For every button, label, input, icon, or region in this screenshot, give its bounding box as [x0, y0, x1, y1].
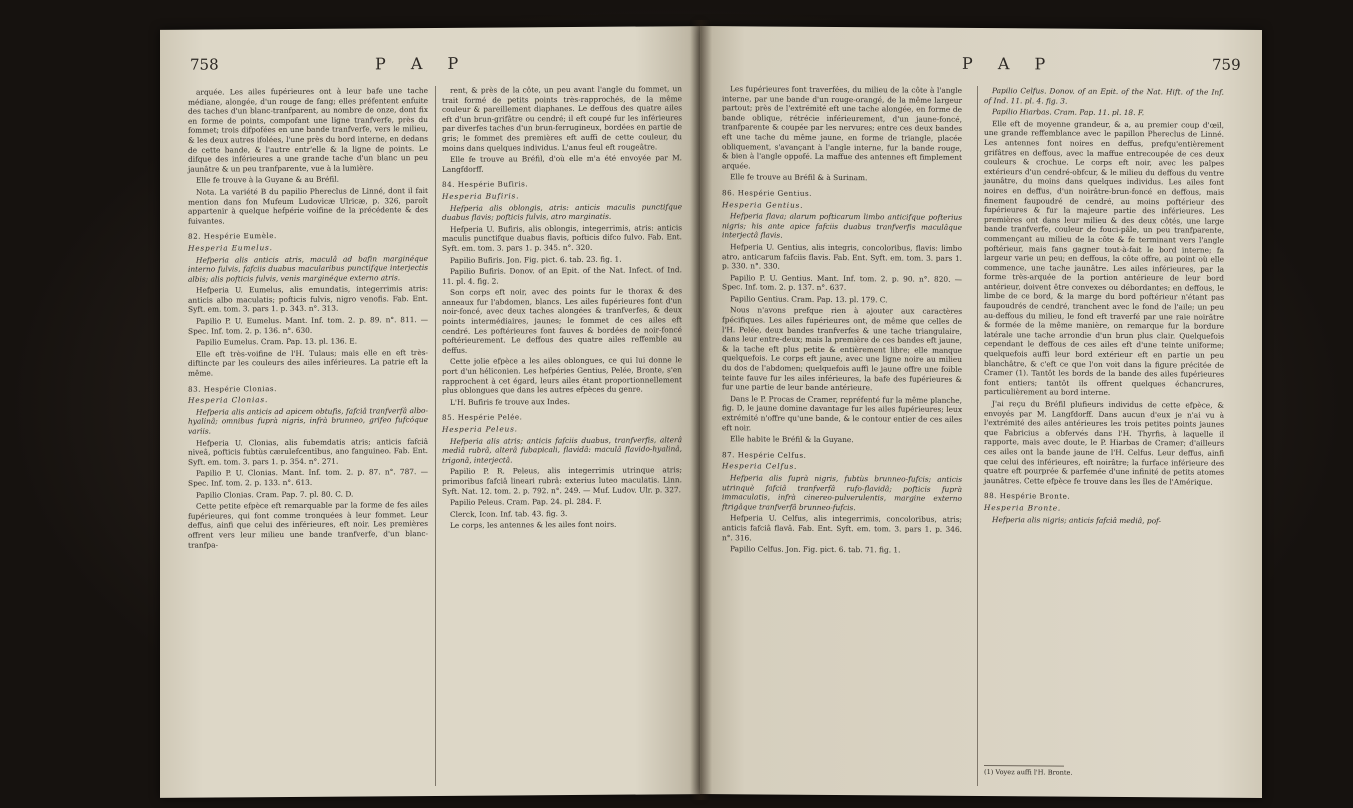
text-paragraph: Les fupérieures font traverfées, du milieu de la côte à l'angle interne, par une bande d'un rouge-orangé, de la même largeur partout; près de l'extrémité eft une tache alongée, en forme de bande oblique, rétrécie inférieurement, d'un jaune-foncé, tranfparente & coupée par les nervures; entre ces deux bandes eft une tache du même jaune, en forme de triangle, placée obliquement, s'avançant à l'angle interne, fur la bande rouge, & bien à l'angle oppofé. La maffue des antennes eft fimplement arquée.: [722, 84, 962, 171]
text-paragraph: Papilio P. U. Clonias. Mant. Inf. tom. 2. p. 87. n°. 787. — Spec. Inf. tom. 2. p. 133. n°. 613.: [188, 467, 428, 488]
species-heading: 85. Hespérie Pelée.: [442, 412, 523, 423]
text-paragraph: Hefperia U. Eumelus, alis emundatis, integerrimis atris: anticis albo maculatis; pofticis fulvis, nigro venofis. Fab. Ent. Syft. em. tom. 3. pars 1. p. 343. n°. 313.: [188, 284, 428, 315]
left-page-header: [160, 52, 700, 82]
latin-name: Hesperia Eumelus.: [188, 243, 273, 253]
text-paragraph: Papilio Celfus. Donov. of an Epit. of the Nat. Hift. of the Inf. of Ind. 11. pl. 4. fig. 3.: [984, 86, 1224, 106]
left-column-2: [442, 84, 682, 533]
column-divider: [977, 86, 978, 786]
text-paragraph: Elle habite le Bréfil & la Guyane.: [730, 434, 854, 445]
text-paragraph: Hefperia alis atris; anticis fafciis duabus, tranfverfis, alterâ mediâ rubrâ, alterâ fubapicali, flavidâ: maculâ flavido-hyalinâ, trigonâ, interjectâ.: [442, 434, 682, 465]
left-page: [160, 26, 700, 798]
species-heading: 88. Hespérie Bronte.: [984, 491, 1071, 501]
left-column-1: [188, 86, 428, 552]
text-paragraph: Papilio P. R. Peleus, alis integerrimis utrinque atris; primoribus fafciâ lineari rubrâ: exterius luteo maculatis. Linn. Syft. Nat. 12. tom. 2. p. 792. n°. 249. — Muf. Ludov. Ulr. p. 327.: [442, 465, 682, 496]
text-paragraph: Papilio Bufiris. Jon. Fig. pict. 6. tab. 23. fig. 1.: [450, 254, 622, 265]
text-paragraph: Elle eft de moyenne grandeur, & a, au premier coup d'œil, une grande reffemblance avec le papillon Phereclus de Linné. Les antennes font noires en deffus, prefqu'entièrement grifâtres en deffous, avec la maffue entrecoupée de ces deux couleurs & crochue. Le corps eft noir, avec les palpes extérieurs d'un cendré-obfcur, & le milieu du deffous du ventre jaunâtre, du moins dans quelques individus. Les ailes font noires en deffus, d'un noirâtre-brun-foncé en deffous, mais finement faupoudré de cendré, au moins poftérieur des fupérieures & fur la majeure partie des inférieures. Les premières ont dans leur milieu & des deux côtés, une large bande tranfverfe, couleur de fouci-pâle, un peu tranfparente, commençant au milieu de la côte & fe terminant vers l'angle poftérieur, mais fans gagner tout-à-fait le bord interne; fa largeur varie un peu; en deffous, la côte offre, au point où elle commence, une tache jaunâtre. Les ailes inférieures, par la forme très-arquée de la portion antérieure de leur bord antérieur, doivent être convexes ou débordantes; en deffous, le limbe de ce bord, & la marge du bord poftérieur n'étant pas faupoudrés de cendré, tranchent avec le fond de l'aile; un peu au-deffous du milieu, le fond eft traverfé par une raie noirâtre & formée de la même manière, on remarque fur la bordure latérale une tache arrondie d'un brun plus clair. Quelquefois cependant le deffous de ces ailes eft d'une teinte uniforme; quelquefois auffi leur bord extérieur eft en partie un peu blanchâtre, & c'eft ce que l'on voit dans la figure précitée de Cramer (1). Tantôt les bords de la bande des ailes fupérieures font entiers; tantôt ils offrent quelques échancrures, particulièrement au bord interne.: [984, 118, 1224, 398]
book-gutter: [690, 20, 712, 800]
text-paragraph: Elle fe trouve au Bréfil & à Surinam.: [730, 172, 868, 183]
text-paragraph: Hefperia U. Clonias, alis fubemdatis atris; anticis fafciâ niveâ, pofticis fubtùs cærulefcentibus, ano fanguineo. Fab. Ent. Syft. em. tom. 3. pars 1. p. 354. n°. 271.: [188, 436, 428, 467]
text-paragraph: Papilio Hiarbas. Cram. Pap. 11. pl. 18. F.: [992, 107, 1145, 118]
text-paragraph: Hefperia U. Gentius, alis integris, concoloribus, flavis: limbo atro, anticarum fafciis flavis. Fab. Ent. Syft. em. tom. 3. pars 1. p. 330. n°. 330.: [722, 242, 962, 271]
text-paragraph: Hefperia flava; alarum pofticarum limbo anticifque pofterius nigris; his ante apice fafciis duabus tranfverfis maculâque interjectâ flavis.: [722, 211, 962, 240]
text-paragraph: Hefperia alis nigris; anticis fafciâ mediâ, pof-: [992, 514, 1161, 525]
text-paragraph: Papilio Clonias. Cram. Pap. 7. pl. 80. C. D.: [196, 489, 354, 500]
text-paragraph: Papilio Eumelus. Cram. Pap. 13. pl. 136. E.: [196, 336, 358, 347]
text-paragraph: Papilio P. U. Gentius. Mant. Inf. tom. 2. p. 90. n°. 820. — Spec. Inf. tom. 2. p. 137. n°. 637.: [722, 272, 962, 293]
right-page-header: [700, 52, 1262, 82]
text-paragraph: Nota. La variété B du papilio Phereclus de Linné, dont il fait mention dans fon Mufeum Ludovicæ Ulricæ, p. 326, paroît appartenir à quelque hefpérie voifine de la précédente & des fuivantes.: [188, 185, 428, 226]
text-paragraph: arquée. Les ailes fupérieures ont à leur bafe une tache médiane, alongée, d'un rouge de fang; elles préfentent enfuite des taches d'un blanc-tranfparent, au nombre de onze, dont fix en forme de points, compofant une ligne tranfverfe, près du fommet; trois difpofées en une bande tranfverfe, vers le milieu, & les deux autres ifolées, l'une près du bord interne, en dedans de cette bande, & l'autre entr'elle & la ligne de points. Le difque des inférieures a une grande tache d'un blanc un peu jaunâtre & un peu tranfparente, vue à la lumière.: [188, 86, 428, 174]
latin-name: Hesperia Clonias.: [188, 395, 269, 405]
text-paragraph: Hefperia U. Bufiris, alis oblongis, integerrimis, atris: anticis maculis punctifque duabus flavis, pofticis difco fulvo. Fab. Ent. Syft. em. tom. 3. pars 1. p. 345. n°. 320.: [442, 222, 682, 253]
text-paragraph: L'H. Bufiris fe trouve aux Indes.: [450, 396, 570, 407]
text-paragraph: Hefperia alis oblongis, atris: anticis maculis punctifque duabus flavis; pofticis fulvis, atro marginatis.: [442, 201, 682, 223]
latin-name: Hesperia Bronte.: [984, 502, 1062, 513]
text-paragraph: Son corps eft noir, avec des points fur le thorax & des anneaux fur l'abdomen, blancs. Les ailes fupérieures font d'un noir-foncé, avec deux taches alongées & tranfverfes, & deux points intermédiaires, jaunes; le fommet de ces ailes eft cendré. Les poftérieures font fauves & bordées de noir-foncé poftérieurement. Le deffous des quatre ailes reffemble au deffus.: [442, 286, 682, 355]
right-column-2: [984, 86, 1224, 528]
text-paragraph: Cette petite efpèce eft remarquable par la forme de fes ailes fupérieures, qui font comme tronquées à leur fommet. Leur deffus, ainfi que celui des inférieures, eft noir. Les premières offrent vers leur milieu une bande tranfverfe, d'un blanc-tranfpa-: [188, 500, 428, 550]
right-page: [700, 26, 1262, 798]
text-paragraph: Papilio P. U. Eumelus. Mant. Inf. tom. 2. p. 89. n°. 811. — Spec. Inf. tom. 2. p. 136. n°. 630.: [188, 315, 428, 336]
text-paragraph: Hefperia U. Celfus, alis integerrimis, concoloribus, atris; anticis fafciâ flavâ. Fab. Ent. Syft. em. tom. 3. pars 1. p. 346. n°. 316.: [722, 513, 962, 542]
text-paragraph: Hefperia alis anticis ad apicem obtufis, fafciâ tranfverfâ albo-hyalinâ; omnibus fuprà nigris, infrà brunneo, grifeo fufcóque variis.: [188, 405, 428, 436]
text-paragraph: Hefperia alis fuprà nigris, fubtùs brunneo-fufcis; anticis utrinquè fafciâ tranfverfâ rufo-flavidâ; pofticis fuprà immaculatis, infrà cinereo-pulverulentis, margine externo ftrigâque tranfverfâ brunneo-fufcis.: [722, 473, 962, 512]
footnote-rule: [984, 765, 1073, 778]
text-paragraph: Papilio Peleus. Cram. Pap. 24. pl. 284. F.: [450, 496, 602, 508]
text-paragraph: rent, & près de la côte, un peu avant l'angle du fommet, un trait formé de petits points très-rapprochés, de la même couleur & pareillement diaphanes. Le deffous des quatre ailes eft d'un brun-grifâtre ou cendré; il eft coupé fur les inférieures par diverfes taches d'un brun-ferrugineux, bordées en partie de gris; le fommet des premières eft auffi de cette couleur, du moins dans quelques individus. L'anus feul eft rougeâtre.: [442, 84, 682, 153]
latin-name: Hesperia Peleus.: [442, 424, 518, 434]
text-paragraph: Dans le P. Procas de Cramer, repréfenté fur la même planche, fig. D, le jaune domine davantage fur les ailes fupérieures; leux extrémité n'offre qu'une bande, & le contour entier de ces ailes eft noir.: [722, 394, 962, 432]
text-paragraph: Elle fe trouve au Bréfil, d'où elle m'a été envoyée par M. Langfdorff.: [442, 153, 682, 174]
text-paragraph: Nous n'avons prefque rien à ajouter aux caractères fpécifiques. Les ailes fupérieures ont, de même que celles de l'H. Pelée, deux bandes tranfverfes & une tache triangulaire, dans leur entre-deux; mais la première de ces bandes eft jaune, & la tache eft plus petite & entièrement libre; elle manque quelquefois. Le corps eft jaune, avec une ligne noire au milieu du dos de l'abdomen; quelquefois auffi le jaune offre une foible teinte fauve fur les ailes inférieures, la bafe des fupérieures & fur une partie de leur bande antérieure.: [722, 305, 962, 393]
species-heading: 87. Hespérie Celfus.: [722, 449, 807, 460]
latin-name: Hesperia Celfus.: [722, 461, 798, 472]
species-heading: 83. Hespérie Clonias.: [188, 383, 277, 394]
latin-name: Hesperia Gentius.: [722, 199, 804, 210]
species-heading: 86. Hespérie Gentius.: [722, 188, 812, 198]
text-paragraph: Clerck, Icon. Inf. tab. 43. fig. 3.: [450, 508, 568, 519]
text-paragraph: Le corps, les antennes & les ailes font noirs.: [450, 520, 617, 531]
text-paragraph: Papilio Gentius. Cram. Pap. 13. pl. 179. C.: [730, 294, 888, 305]
species-heading: 82. Hespérie Eumèle.: [188, 231, 277, 242]
footnote-block: [984, 759, 1224, 779]
text-paragraph: Elle eft très-voifine de l'H. Tulaus; mais elle en eft très-diftincte par les couleurs des ailes inférieures. La patrie eft la même.: [188, 347, 428, 378]
text-paragraph: Hefperia alis anticis atris, maculâ ad bafin marginéque interno fulvis, fafciis duabus macularibus punctifque interjectis albis; alis pofticis fulvis, venis marginéque externo atris.: [188, 253, 428, 284]
left-running-title: P A P: [375, 53, 469, 74]
right-column-1: [722, 84, 962, 557]
column-divider: [435, 86, 436, 786]
left-page-number: 758: [190, 55, 219, 74]
text-paragraph: Elle fe trouve à la Guyane & au Bréfil.: [196, 174, 339, 185]
text-paragraph: J'ai reçu du Bréfil plufieurs individus de cette efpèce, & envoyés par M. Langfdorff. Dans aucun d'eux je n'ai vu à l'extrémité des ailes antérieures les trois petites points jaunes que Fabricius a obfervés dans l'H. Thyrfis, à laquelle il rapporte, mais avec doute, le P. Hiarbas de Cramer; d'ailleurs ces ailes ont la bande jaune de l'H. Celfus. Leur deffus, ainfi que celui des inférieures, eft noirâtre; la furface inférieure des quatre eft pourprée & parfemée d'une infinité de petits atomes jaunâtres. Cette efpèce fe trouve dans les îles de l'Amérique.: [984, 399, 1224, 487]
text-paragraph: Cette jolie efpèce a les ailes oblongues, ce qui lui donne le port d'un héliconien. Les hefpéries Gentius, Pelée, Bronte, s'en rapprochent à cet égard, leurs ailes étant proportionnellement plus oblongues que dans les autres efpèces du genre.: [442, 355, 682, 396]
latin-name: Hesperia Bufiris.: [442, 191, 520, 201]
text-paragraph: Papilio Bufiris. Donov. of an Epit. of the Nat. Infect. of Ind. 11. pl. 4. fig. 2.: [442, 265, 682, 286]
right-page-number: 759: [1212, 55, 1241, 74]
right-running-title: P A P: [962, 53, 1056, 74]
text-paragraph: Papilio Celfus. Jon. Fig. pict. 6. tab. 71. fig. 1.: [730, 544, 901, 555]
footnote: (1) Voyez auffi l'H. Bronte.: [984, 768, 1073, 778]
species-heading: 84. Hespérie Bufiris.: [442, 179, 529, 190]
